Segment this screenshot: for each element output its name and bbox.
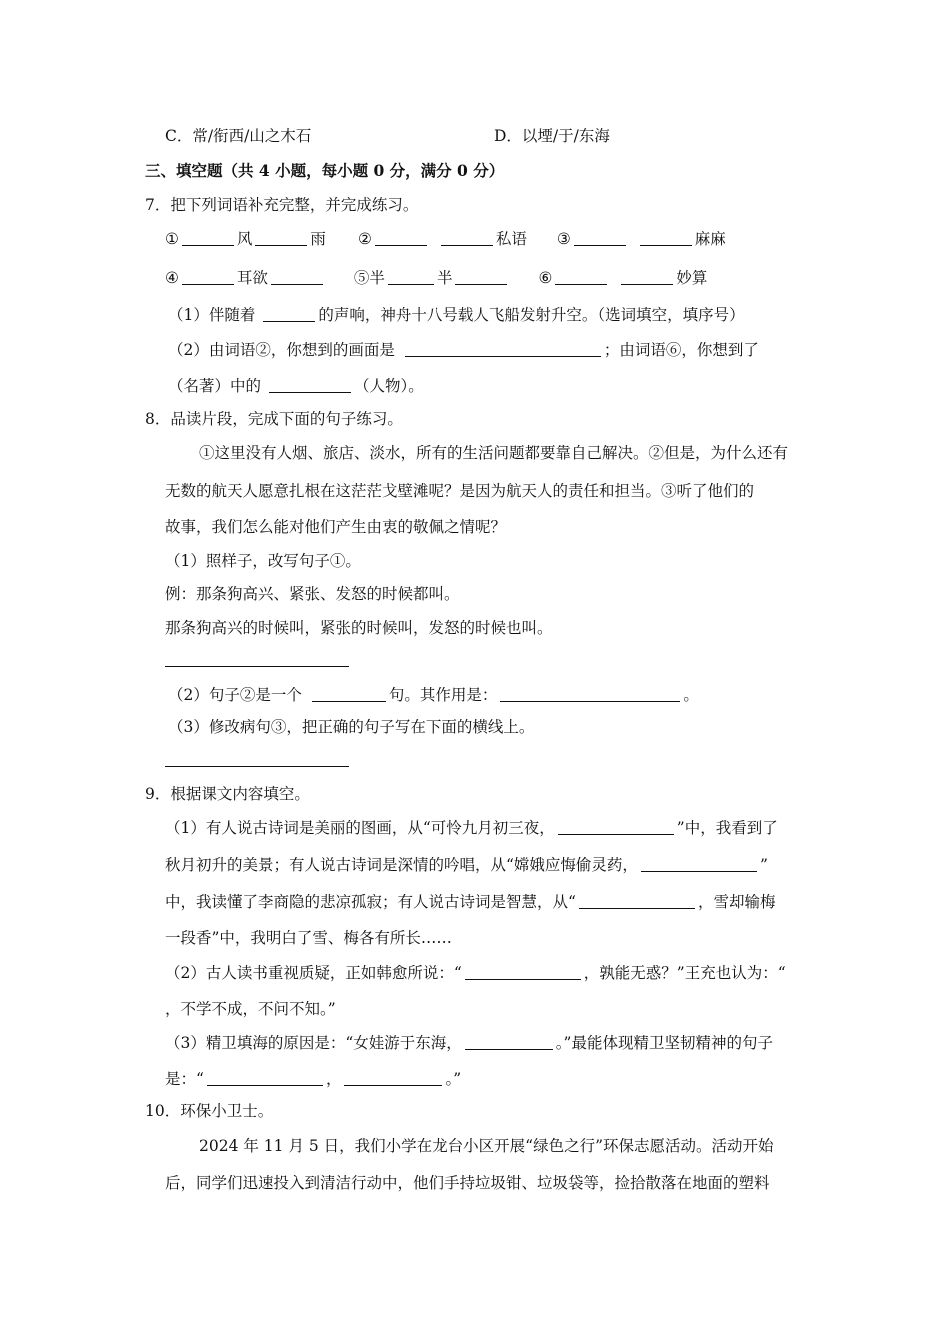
q8-passage-2: 无数的航天人愿意扎根在这茫茫戈壁滩呢？是因为航天人的责任和担当。③听了他们的 — [165, 482, 755, 500]
q8-s2-text: （2）句子②是一个 — [168, 686, 302, 704]
option-c: C．常/衔西/山之木石 — [165, 127, 312, 145]
q7-w3-num: ③ — [556, 230, 571, 248]
q7-sub-2 — [168, 339, 759, 361]
q9-line-8 — [165, 1068, 461, 1090]
blank[interactable] — [269, 376, 351, 393]
blank[interactable] — [263, 305, 315, 322]
q7-s2-text: （2）由词语②，你想到的画面是 — [168, 341, 395, 359]
q7-w6-char: 妙算 — [676, 269, 708, 287]
q8-passage-3: 故事，我们怎么能对他们产生由衷的敬佩之情呢？ — [165, 518, 507, 536]
blank[interactable] — [558, 818, 674, 835]
q7-w5-char: 半 — [436, 269, 453, 287]
q7-w1-char: 风 — [236, 230, 253, 248]
q10-stem: 10．环保小卫士。 — [145, 1102, 274, 1120]
q8-sub-3: （3）修改病句③，把正确的句子写在下面的横线上。 — [168, 718, 535, 736]
q7-w4-num: ④ — [165, 269, 179, 287]
answer-line[interactable] — [165, 666, 349, 667]
q7-w3-char: 麻麻 — [694, 230, 726, 248]
blank[interactable] — [465, 1033, 553, 1050]
q9-line-6: ，不学不成，不问不知。” — [165, 1000, 336, 1018]
q8-stem: 8．品读片段，完成下面的句子练习。 — [145, 410, 403, 428]
q7-w6-num: ⑥ — [538, 269, 553, 287]
blank[interactable] — [455, 268, 507, 285]
q8-example-2: 那条狗高兴的时候叫，紧张的时候叫，发怒的时候也叫。 — [165, 619, 553, 637]
blank[interactable] — [465, 963, 581, 980]
q7-stem: 7．把下列词语补充完整，并完成练习。 — [145, 196, 419, 214]
blank[interactable] — [441, 229, 493, 246]
q7-word-row-2 — [165, 267, 707, 289]
q7-s2-text2: ；由词语⑥，你想到了 — [603, 341, 759, 359]
q7-s2-text3: （名著）中的 — [168, 377, 262, 395]
blank[interactable] — [271, 268, 323, 285]
q8-s2-text3: 。 — [683, 686, 699, 704]
section-heading: 三、填空题（共 4 小题，每小题 0 分，满分 0 分） — [145, 161, 505, 180]
q8-s2-text2: 句。其作用是： — [388, 686, 498, 704]
q9-line-1 — [165, 817, 778, 839]
q7-w1-num: ① — [165, 230, 179, 248]
q7-sub-2-cont — [168, 375, 424, 397]
q9-l5-text: （2）古人读书重视质疑，正如韩愈所说：“ — [165, 964, 462, 982]
blank[interactable] — [375, 229, 427, 246]
blank[interactable] — [388, 268, 434, 285]
q7-s1-text2: 的声响，神舟十八号载人飞船发射升空。（选词填空，填序号） — [318, 306, 745, 324]
blank[interactable] — [574, 229, 626, 246]
q9-l8-text: 是：“ — [165, 1070, 204, 1088]
q9-line-4: 一段香”中，我明白了雪、梅各有所长…… — [165, 929, 452, 947]
answer-line[interactable] — [165, 766, 349, 767]
q9-l5-text2: ，孰能无惑？”王充也认为：“ — [583, 964, 786, 982]
q9-l1-text: （1）有人说古诗词是美丽的图画，从“可怜九月初三夜， — [165, 819, 555, 837]
blank[interactable] — [207, 1069, 323, 1086]
q8-sub-2 — [168, 684, 699, 706]
q9-l8-text2: ， — [325, 1070, 342, 1088]
blank[interactable] — [555, 268, 607, 285]
q7-w4-char: 耳欲 — [236, 269, 268, 287]
q7-w5-num: ⑤半 — [353, 269, 385, 287]
option-d: D．以堙/于/东海 — [494, 127, 610, 145]
q7-s2-text4: （人物）。 — [354, 377, 424, 395]
blank[interactable] — [312, 685, 386, 702]
blank[interactable] — [182, 268, 234, 285]
q10-passage-2: 后，同学们迅速投入到清洁行动中，他们手持垃圾钳、垃圾袋等，捡拾散落在地面的塑料 — [165, 1174, 770, 1192]
q9-stem: 9．根据课文内容填空。 — [145, 785, 310, 803]
q7-sub-1 — [168, 304, 745, 326]
q9-l3-text: 中，我读懂了李商隐的悲凉孤寂；有人说古诗词是智慧，从“ — [165, 893, 576, 911]
q7-word-row-1 — [165, 228, 726, 250]
q7-w1-char2: 雨 — [310, 230, 326, 248]
q8-passage-1: ①这里没有人烟、旅店、淡水，所有的生活问题都要靠自己解决。②但是，为什么还有 — [199, 444, 789, 462]
q9-l8-text3: 。” — [445, 1070, 462, 1088]
blank[interactable] — [344, 1069, 442, 1086]
q9-line-5 — [165, 962, 786, 984]
q9-l1-text2: ”中，我看到了 — [676, 819, 778, 837]
blank[interactable] — [641, 855, 757, 872]
blank[interactable] — [500, 685, 680, 702]
blank[interactable] — [640, 229, 692, 246]
q7-w2-char: 私语 — [495, 230, 527, 248]
q9-line-2 — [165, 854, 768, 876]
q9-l7-text2: 。”最能体现精卫坚韧精神的句子 — [555, 1034, 773, 1052]
blank[interactable] — [182, 229, 234, 246]
q9-line-7 — [165, 1032, 773, 1054]
blank[interactable] — [579, 892, 695, 909]
q9-l2-text2: ” — [759, 856, 768, 874]
blank[interactable] — [405, 340, 601, 357]
blank[interactable] — [621, 268, 673, 285]
q9-l7-text: （3）精卫填海的原因是：“女娃游于东海， — [165, 1034, 462, 1052]
q9-l2-text: 秋月初升的美景；有人说古诗词是深情的吟唱，从“嫦娥应悔偷灵药， — [165, 856, 638, 874]
blank[interactable] — [255, 229, 307, 246]
q9-line-3 — [165, 891, 775, 913]
q7-w2-num: ② — [357, 230, 372, 248]
q7-s1-text: （1）伴随着 — [168, 306, 256, 324]
q8-sub-1: （1）照样子，改写句子①。 — [165, 552, 361, 570]
q9-l3-text2: ，雪却输梅 — [697, 893, 776, 911]
q8-example-1: 例：那条狗高兴、紧张、发怒的时候都叫。 — [165, 585, 460, 603]
q10-passage-1: 2024 年 11 月 5 日，我们小学在龙台小区开展“绿色之行”环保志愿活动。活动开始 — [199, 1137, 774, 1155]
